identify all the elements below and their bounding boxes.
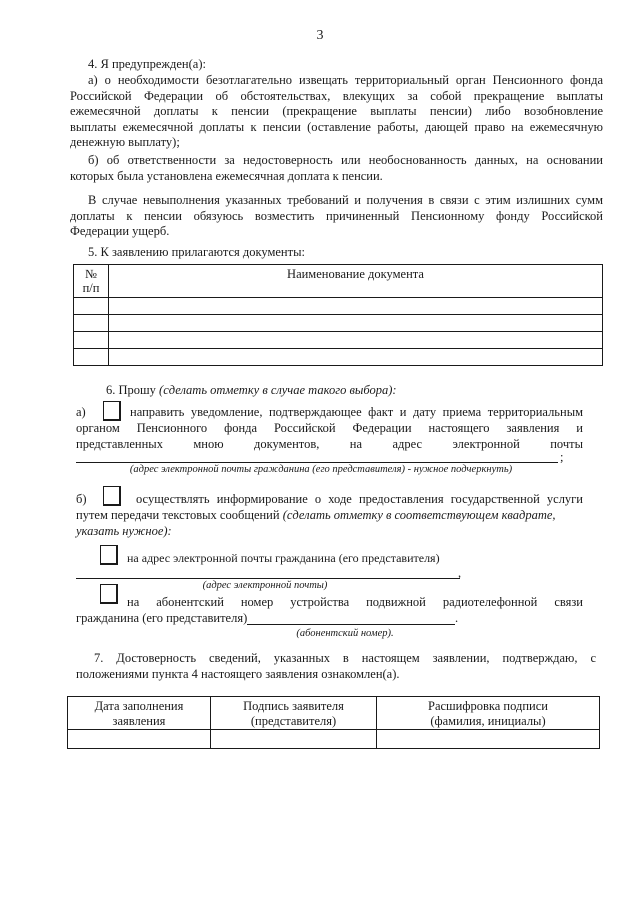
- table-row: [74, 332, 603, 349]
- refund-paragraph: [70, 193, 603, 240]
- cell-document-name[interactable]: [109, 332, 603, 349]
- section-4b-line: которых была установлена ежемесячная доплата к пенсии.: [70, 168, 383, 183]
- option-a-line: представленных мною документов, на адрес электронной почты: [76, 437, 583, 451]
- table-row: [68, 730, 600, 749]
- refund-line: Федерации ущерб.: [70, 224, 170, 238]
- page-number: 3: [316, 28, 324, 43]
- signature-header: Подпись заявителя (представителя): [211, 697, 377, 730]
- section-4a-line: денежную выплату);: [70, 135, 180, 149]
- cell-number[interactable]: [74, 332, 109, 349]
- signature-table-header: [68, 697, 600, 730]
- section-4a-line: Российской Федерации об обстоятельствах, влекущих за собой прекращение выплаты: [70, 88, 603, 103]
- section-4a-line: ежемесячной доплаты к пенсии (прекращение выплаты пенсии) либо возобновление: [70, 104, 603, 118]
- documents-table: [73, 264, 603, 366]
- cell-document-name[interactable]: [109, 298, 603, 315]
- signature-cell[interactable]: [211, 730, 377, 749]
- phone-number-field[interactable]: [247, 624, 455, 625]
- table-row: [74, 315, 603, 332]
- section-4b: [70, 153, 603, 184]
- documents-table-header: [74, 265, 603, 298]
- option-b-checkbox[interactable]: [103, 486, 121, 506]
- option-a-caption: (адрес электронной почты гражданина (его представителя) - нужное подчеркнуть): [129, 464, 513, 475]
- phone-option-line: на абонентский номер устройства подвижной радиотелефонной связи: [127, 595, 583, 609]
- phone-option-caption: (абонентский номер).: [296, 628, 394, 639]
- cell-number[interactable]: [74, 315, 109, 332]
- option-a-line: направить уведомление, подтверждающее факт и дату приема территориальным: [130, 405, 583, 419]
- phone-option-period: .: [455, 611, 459, 625]
- section-4a-line: а) о необходимости безотлагательно извещать территориальный орган Пенсионного фонда: [88, 73, 603, 87]
- phone-option-line: гражданина (его представителя): [76, 611, 248, 625]
- option-b-line: путем передачи текстовых сообщений (сделать отметку в соответствующем квадрате,: [76, 508, 556, 522]
- refund-line: доплаты к пенсии обязуюсь возместить причиненный Пенсионному фонду Российской: [70, 208, 603, 223]
- section-4b-line: б) об ответственности за недостоверность или необоснованность данных, на основании: [88, 153, 603, 167]
- name-header: Расшифровка подписи (фамилия, инициалы): [377, 697, 600, 730]
- refund-line: В случае невыполнения указанных требований и получения в связи с этим излишних сумм: [88, 193, 603, 207]
- signature-table: [67, 696, 600, 749]
- table-row: [74, 349, 603, 366]
- option-a-checkbox[interactable]: [103, 401, 121, 421]
- name-cell[interactable]: [377, 730, 600, 749]
- col-number-header: № п/п: [74, 265, 109, 298]
- cell-document-name[interactable]: [109, 315, 603, 332]
- section-7-line: положениями пункта 4 настоящего заявления ознакомлен(а).: [76, 666, 400, 681]
- option-b-marker: б): [76, 492, 87, 506]
- table-row: [74, 298, 603, 315]
- email-option-caption: (адрес электронной почты): [202, 580, 328, 591]
- cell-number[interactable]: [74, 298, 109, 315]
- section-4a: [70, 73, 603, 151]
- email-option-label: на адрес электронной почты гражданина (его представителя): [127, 551, 440, 565]
- cell-document-name[interactable]: [109, 349, 603, 366]
- email-option-comma: ,: [458, 566, 462, 580]
- option-a-marker: а): [76, 405, 86, 419]
- section-7: [76, 651, 596, 682]
- option-a-line: органом Пенсионного фонда Российской Федерации настоящего заявления и: [76, 421, 583, 435]
- cell-number[interactable]: [74, 349, 109, 366]
- section-4-heading: 4. Я предупрежден(а):: [88, 57, 206, 71]
- section-5-heading: 5. К заявлению прилагаются документы:: [88, 245, 305, 259]
- section-7-line: 7. Достоверность сведений, указанных в настоящем заявлении, подтверждаю, с: [94, 651, 596, 665]
- option-b-line: осуществлять информирование о ходе предоставления государственной услуги: [136, 492, 583, 506]
- date-cell[interactable]: [68, 730, 211, 749]
- col-name-header: Наименование документа: [109, 265, 603, 298]
- email-option-checkbox[interactable]: [100, 545, 118, 565]
- option-b-note: указать нужное):: [76, 524, 172, 538]
- phone-option-checkbox[interactable]: [100, 584, 118, 604]
- section-6-heading: 6. Прошу (сделать отметку в случае такого выбора):: [106, 383, 397, 397]
- section-4a-line: выплаты ежемесячной доплаты к пенсии (оставление работы, дающей право на ежемесячную: [70, 119, 603, 134]
- option-a-semicolon: ;: [560, 450, 564, 464]
- date-header: Дата заполнения заявления: [68, 697, 211, 730]
